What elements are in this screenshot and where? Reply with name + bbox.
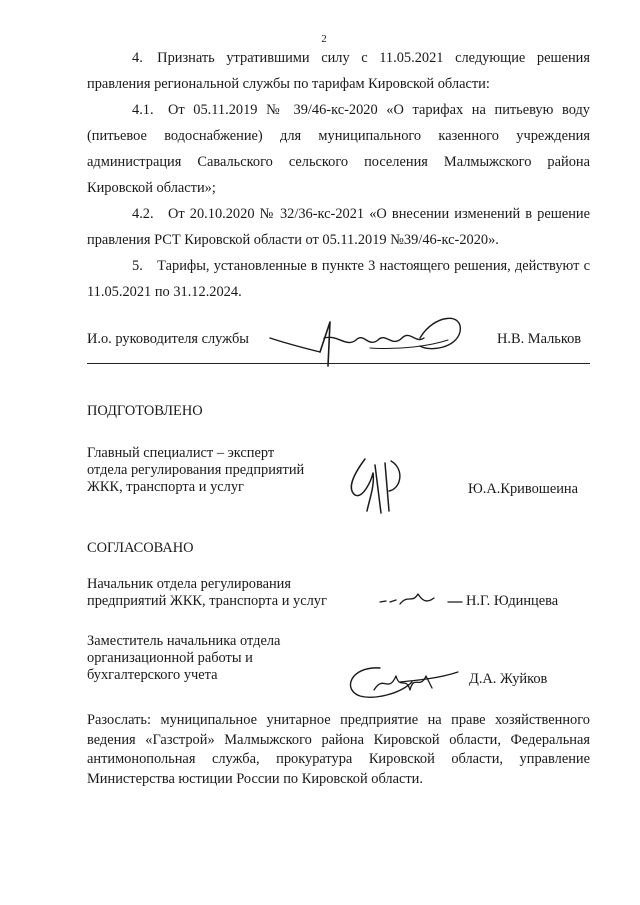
agreed-signer-2-position: Заместитель начальника отдела организационной работы и бухгалтерского учета: [87, 633, 281, 683]
agreed-signer-1-name: Н.Г. Юдинцева: [466, 593, 559, 609]
prepared-position: Главный специалист – эксперт отдела регулирования предприятий ЖКК, транспорта и услуг: [87, 445, 305, 495]
prepared-name: Ю.А.Кривошеина: [468, 481, 579, 497]
clause-4-2: 4.2. От 20.10.2020 № 32/36-кс-2021 «О внесении изменений в решение правления РСТ Кировской области от 05.11.2019 №39/46-кс-2020».: [87, 206, 590, 248]
prepared-heading: ПОДГОТОВЛЕНО: [87, 403, 203, 419]
prepared-signature: [345, 455, 415, 517]
page-number: 2: [321, 33, 327, 45]
agreed-signer-1-signature: [378, 586, 468, 610]
clause-4-1: 4.1. От 05.11.2019 № 39/46-кс-2020 «О тарифах на питьевую воду (питьевое водоснабжение) для муниципального казенного учреждения администрация Савальского сельского поселения Малмыжского района Кировской области»;: [87, 102, 590, 196]
agreed-heading: СОГЛАСОВАНО: [87, 540, 194, 556]
clause-5: 5. Тарифы, установленные в пункте 3 настоящего решения, действуют с 11.05.2021 по 31.12.2024.: [87, 258, 590, 300]
distribution-list: Разослать: муниципальное унитарное предприятие на праве хозяйственного ведения «Газстрой» Малмыжского района Кировской области, Федеральная антимонопольная служба, прокуратура Кировской области, управление Министерства юстиции России по Кировской области.: [87, 712, 590, 787]
separator-line: [87, 363, 590, 364]
clause-4: 4. Признать утратившими силу с 11.05.2021 следующие решения правления региональной службы по тарифам Кировской области:: [87, 50, 590, 92]
head-name: Н.В. Мальков: [497, 331, 582, 347]
head-role: И.о. руководителя службы: [87, 331, 249, 347]
agreed-signer-1-position: Начальник отдела регулирования предприятий ЖКК, транспорта и услуг: [87, 576, 327, 609]
agreed-signer-2-name: Д.А. Жуйков: [469, 671, 548, 687]
agreed-signer-2-signature: [340, 660, 460, 702]
head-signature: [270, 308, 470, 370]
